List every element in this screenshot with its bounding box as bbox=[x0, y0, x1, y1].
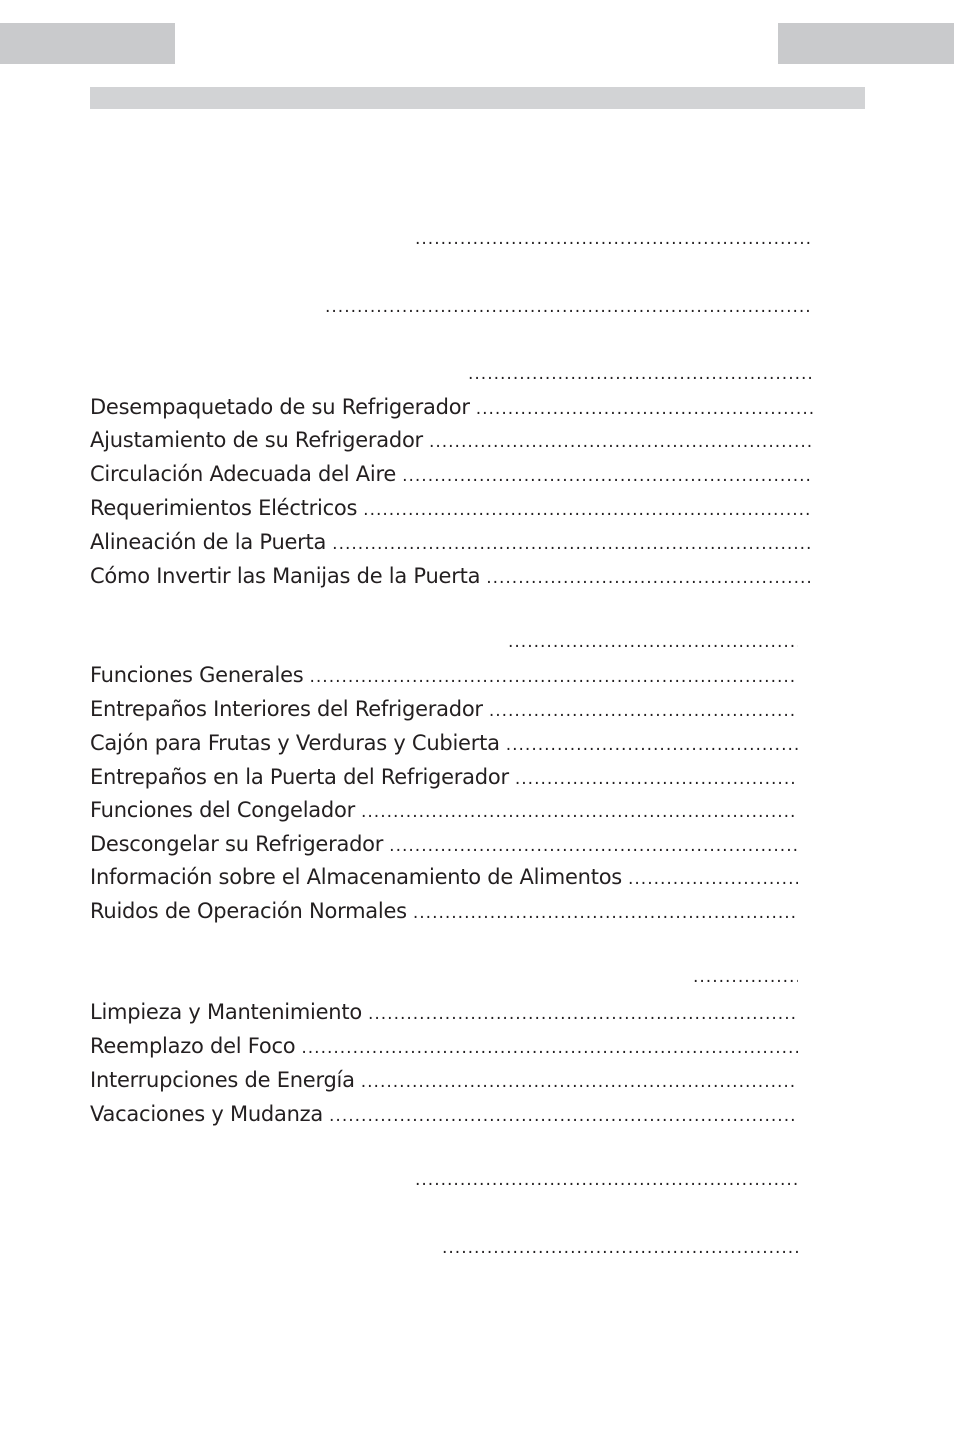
toc-leader bbox=[368, 1001, 798, 1027]
toc-entry-label: Reemplazo del Foco bbox=[90, 1034, 296, 1058]
toc-entry[interactable] bbox=[90, 862, 798, 892]
toc-entry[interactable] bbox=[90, 829, 798, 859]
toc-entry[interactable] bbox=[90, 493, 813, 523]
toc-entry-label: Limpieza y Mantenimiento bbox=[90, 1000, 362, 1024]
toc-leader bbox=[402, 463, 813, 489]
toc-entry[interactable] bbox=[90, 795, 798, 825]
toc-heading-leader bbox=[468, 361, 813, 391]
toc-entry-label: Funciones del Congelador bbox=[90, 798, 355, 822]
toc-entry-label: Circulación Adecuada del Aire bbox=[90, 462, 397, 486]
toc-entry-label: Cómo Invertir las Manijas de la Puerta bbox=[90, 564, 481, 588]
toc-entry-label: Descongelar su Refrigerador bbox=[90, 832, 384, 856]
toc-leader bbox=[361, 1069, 798, 1095]
toc-leader bbox=[429, 429, 813, 455]
toc-leader bbox=[489, 698, 798, 724]
toc-leader bbox=[389, 833, 798, 859]
toc-leader bbox=[310, 664, 799, 690]
toc-entry-label: Alineación de la Puerta bbox=[90, 530, 327, 554]
toc-leader bbox=[332, 531, 813, 557]
toc-entry[interactable] bbox=[90, 392, 813, 422]
toc-entry[interactable] bbox=[90, 425, 813, 455]
toc-heading-leader bbox=[415, 226, 813, 256]
toc-leader bbox=[301, 1035, 798, 1061]
toc-leader bbox=[361, 799, 798, 825]
toc-entry[interactable] bbox=[90, 660, 798, 690]
toc-entry-label: Ruidos de Operación Normales bbox=[90, 899, 407, 923]
toc-entry-label: Vacaciones y Mudanza bbox=[90, 1102, 324, 1126]
toc-leader bbox=[506, 732, 798, 758]
toc-heading-leader bbox=[415, 1167, 798, 1197]
header-tab-right bbox=[778, 23, 954, 64]
toc-entry[interactable] bbox=[90, 728, 798, 758]
toc-entry-label: Desempaquetado de su Refrigerador bbox=[90, 395, 470, 419]
toc-entry[interactable] bbox=[90, 762, 798, 792]
toc-leader bbox=[363, 497, 813, 523]
title-bar bbox=[90, 87, 865, 109]
toc-entry[interactable] bbox=[90, 1065, 798, 1095]
toc-entry-label: Requerimientos Eléctricos bbox=[90, 496, 358, 520]
toc-entry[interactable] bbox=[90, 694, 798, 724]
header-tab-left bbox=[0, 23, 175, 64]
toc-entry[interactable] bbox=[90, 527, 813, 557]
toc-heading-leader bbox=[693, 964, 798, 994]
toc-entry[interactable] bbox=[90, 561, 813, 591]
toc-entry[interactable] bbox=[90, 459, 813, 489]
toc-entry-label: Ajustamiento de su Refrigerador bbox=[90, 428, 423, 452]
toc-leader bbox=[515, 766, 798, 792]
toc-leader bbox=[628, 866, 798, 892]
toc-entry-label: Interrupciones de Energía bbox=[90, 1068, 355, 1092]
toc-leader bbox=[476, 396, 813, 422]
toc-entry-label: Información sobre el Almacenamiento de Alimentos bbox=[90, 865, 622, 889]
toc-heading-leader bbox=[508, 629, 798, 659]
toc-entry-label: Entrepaños Interiores del Refrigerador bbox=[90, 697, 483, 721]
toc-heading-leader bbox=[325, 294, 813, 324]
toc-leader bbox=[486, 565, 813, 591]
toc-entry[interactable] bbox=[90, 997, 798, 1027]
toc-entry[interactable] bbox=[90, 1031, 798, 1061]
toc-leader bbox=[413, 900, 798, 926]
toc-entry-label: Entrepaños en la Puerta del Refrigerador bbox=[90, 765, 509, 789]
toc-heading-leader bbox=[442, 1235, 798, 1265]
toc-entry[interactable] bbox=[90, 896, 798, 926]
toc-leader bbox=[329, 1103, 798, 1129]
toc-entry-label: Cajón para Frutas y Verduras y Cubierta bbox=[90, 731, 500, 755]
toc-entry[interactable] bbox=[90, 1099, 798, 1129]
toc-entry-label: Funciones Generales bbox=[90, 663, 304, 687]
